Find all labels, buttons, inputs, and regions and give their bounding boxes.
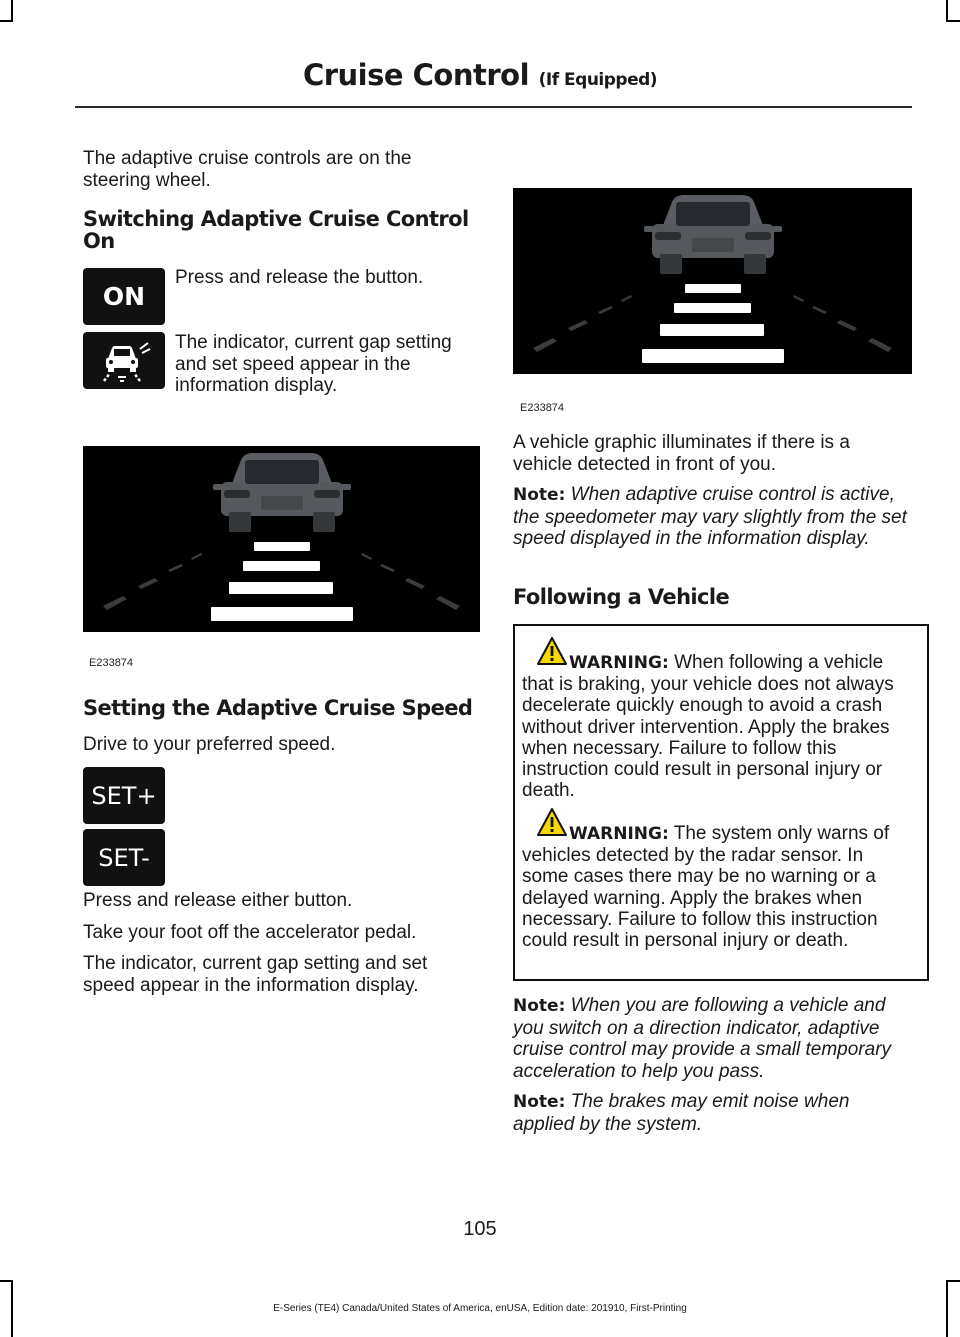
set-minus-label: SET- xyxy=(98,843,150,872)
warning-label: WARNING: xyxy=(569,653,669,673)
warning-text: The system only warns of vehicles detected by the radar sensor. In some cases there may be no warning or a delayed warning. Apply the brakes when necessary. Failure to follow this instruction could result in personal injury or death. xyxy=(522,823,890,952)
note-label: Note: xyxy=(513,1092,566,1112)
note-text: When you are following a vehicle and you switch on a direction indicator, adaptive cruise control may provide a small temporary acceleration to help you pass. xyxy=(513,995,892,1082)
edition-footer: E-Series (TE4) Canada/United States of America, enUSA, Edition date: 201910, First-Printing xyxy=(273,1303,687,1314)
page-title-main: Cruise Control xyxy=(302,58,530,92)
figure-label: E233874 xyxy=(89,657,134,669)
crop-mark xyxy=(0,20,13,22)
crop-mark xyxy=(946,20,960,22)
page-title-subtitle: (If Equipped) xyxy=(538,70,658,90)
header-divider xyxy=(75,106,912,108)
note-speedometer xyxy=(513,484,913,550)
foot-instruction: Take your foot off the accelerator pedal. xyxy=(83,922,417,943)
drive-instruction: Drive to your preferred speed. xyxy=(83,734,336,755)
heading-setting-speed: Setting the Adaptive Cruise Speed xyxy=(83,696,473,720)
warning-label: WARNING: xyxy=(569,824,669,844)
crop-mark xyxy=(11,0,13,22)
note-direction-indicator xyxy=(513,995,913,1082)
note-brake-noise xyxy=(513,1091,913,1135)
note-label: Note: xyxy=(513,485,566,505)
page-title xyxy=(0,58,960,92)
warning-braking xyxy=(522,652,898,801)
figure-label: E233874 xyxy=(520,402,565,414)
adaptive-cruise-indicator-icon xyxy=(83,332,165,389)
warning-triangle-icon xyxy=(536,636,568,666)
on-button-label: ON xyxy=(102,282,146,311)
note-text: When adaptive cruise control is active, the speedometer may vary slightly from the set speed displayed in the information display. xyxy=(513,484,907,549)
following-vehicle-graphic xyxy=(83,446,480,632)
press-instruction: Press and release either button. xyxy=(83,890,353,911)
heading-following-vehicle: Following a Vehicle xyxy=(513,585,730,609)
indicator-instruction: The indicator, current gap setting and set speed appear in the information display. xyxy=(175,332,452,396)
crop-mark xyxy=(946,0,948,22)
note-text: The brakes may emit noise when applied by the system. xyxy=(513,1091,850,1135)
intro-paragraph: The adaptive cruise controls are on the steering wheel. xyxy=(83,148,412,191)
crop-mark xyxy=(946,1280,960,1282)
set-plus-label: SET+ xyxy=(91,781,157,810)
on-instruction: Press and release the button. xyxy=(175,267,424,288)
set-minus-button-icon xyxy=(83,829,165,886)
warning-text: When following a vehicle that is braking, your vehicle does not always decelerate quickly enough to avoid a crash without driver intervention. Apply the brakes when necessary. Failure to follow this instruction could result in personal injury or death. xyxy=(522,652,894,802)
on-button-icon xyxy=(83,268,165,325)
page-number: 105 xyxy=(463,1218,497,1240)
crop-mark xyxy=(0,1280,13,1282)
set-plus-button-icon xyxy=(83,767,165,824)
following-vehicle-graphic xyxy=(513,188,912,374)
warning-triangle-icon xyxy=(536,807,568,837)
car-radar-icon xyxy=(96,339,152,383)
heading-switching-on: Switching Adaptive Cruise Control On xyxy=(83,207,469,253)
indicator-instruction-2: The indicator, current gap setting and set speed appear in the information display. xyxy=(83,953,428,996)
note-label: Note: xyxy=(513,996,566,1016)
warning-radar xyxy=(522,823,898,951)
vehicle-detected-paragraph: A vehicle graphic illuminates if there is a vehicle detected in front of you. xyxy=(513,432,850,475)
